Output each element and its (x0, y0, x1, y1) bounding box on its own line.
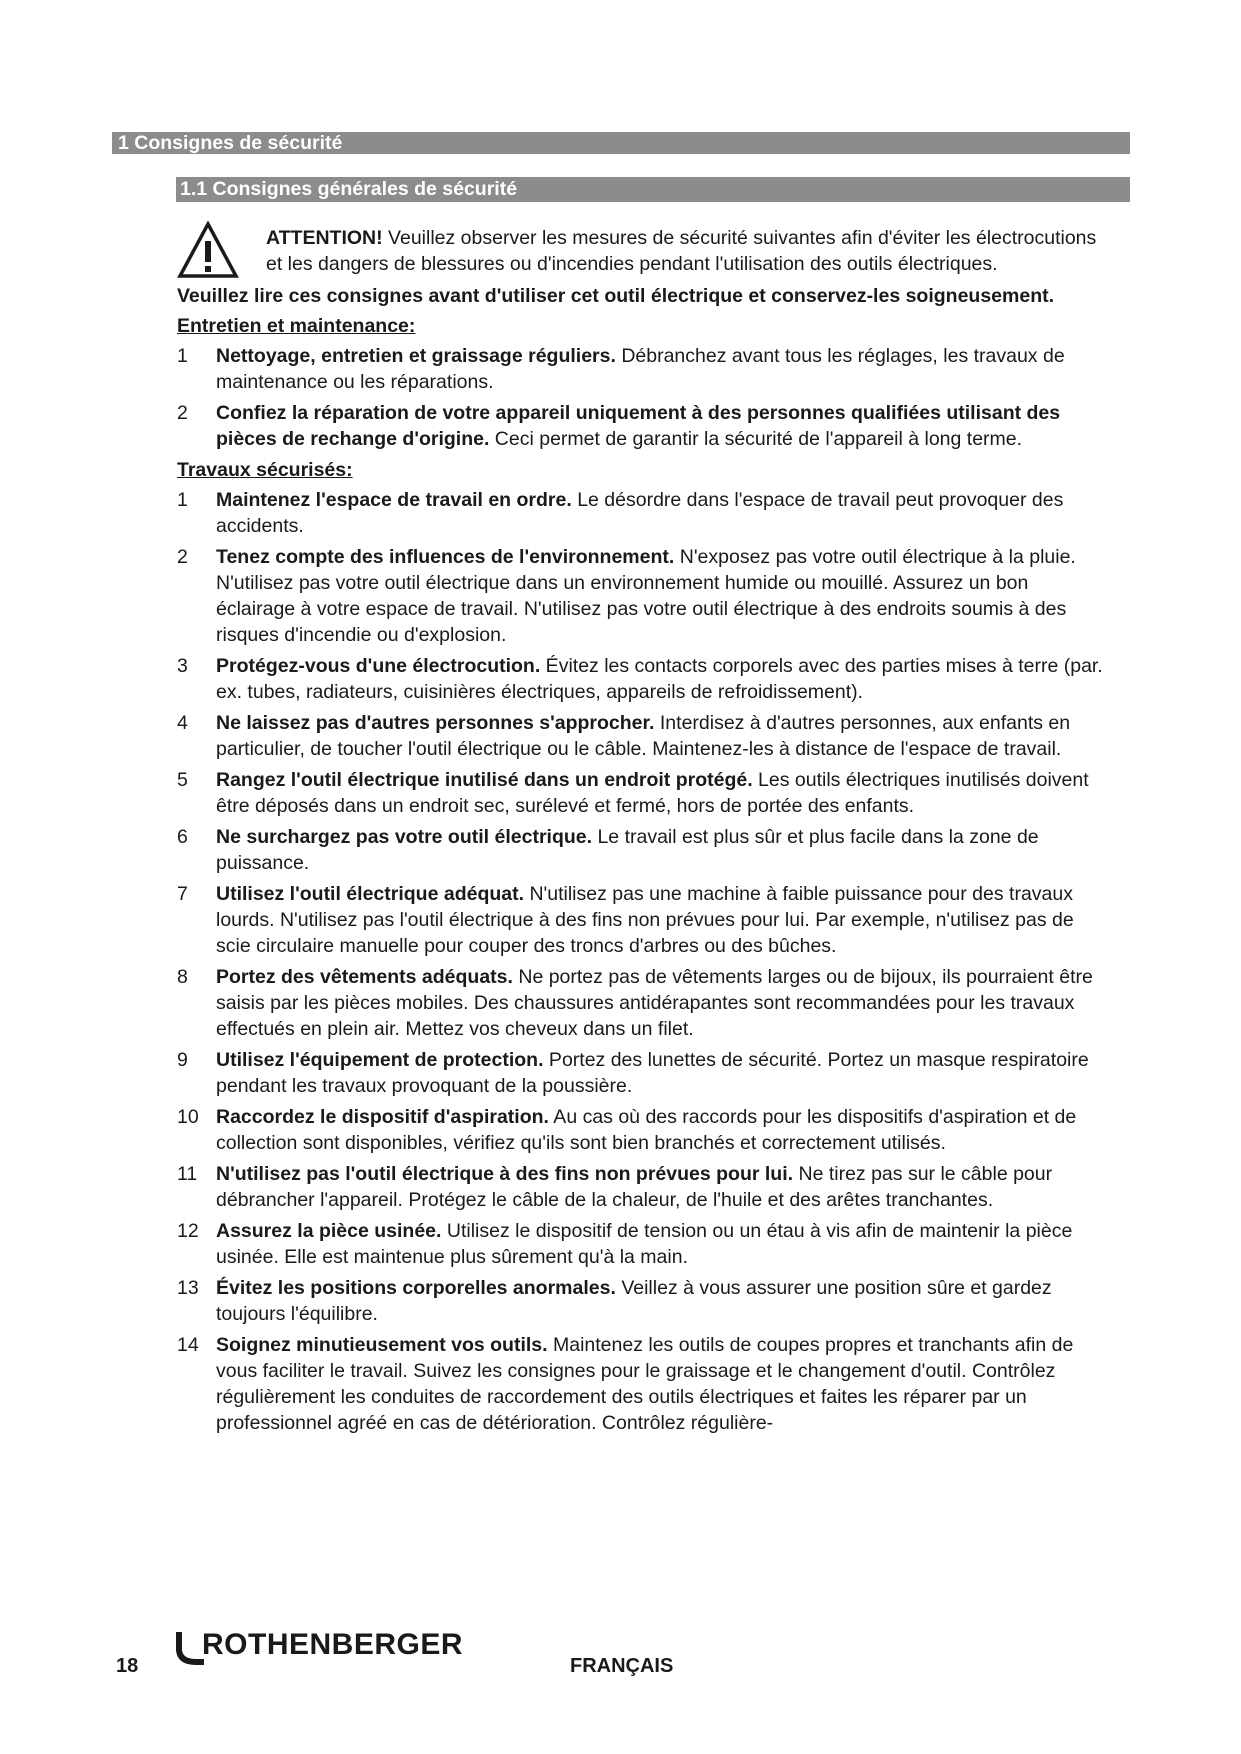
item-bold: Assurez la pièce usinée. (216, 1220, 442, 1242)
item-body: Ne portez pas de vêtements larges ou de bijoux, ils pourraient être saisis par les pièces mobiles. Des chaussures antidérapantes sont recommandées pour les travaux effectués en plein air. Mettez vos cheveux dans un filet. (216, 966, 1093, 1040)
list-item (177, 487, 1127, 539)
item-text (216, 400, 1127, 452)
item-body: Les outils électriques inutilisés doivent être déposés dans un endroit sec, surélevé et fermé, hors de portée des enfants. (216, 769, 1089, 817)
item-body: Débranchez avant tous les réglages, les travaux de maintenance ou les réparations. (216, 345, 1065, 393)
item-body: N'utilisez pas une machine à faible puissance pour des travaux lourds. N'utilisez pas l'outil électrique à des fins non prévues pour lui. Par exemple, n'utilisez pas de scie circulaire manuelle pour couper des troncs d'arbres ou des bûches. (216, 883, 1074, 957)
intro-paragraph: Veuillez lire ces consignes avant d'utiliser cet outil électrique et conservez-les soigneusement. (177, 285, 1055, 307)
item-bold: Portez des vêtements adéquats. (216, 966, 513, 988)
item-text (216, 544, 1127, 648)
item-bold: Évitez les positions corporelles anormales. (216, 1277, 616, 1299)
item-text (216, 1104, 1127, 1156)
item-bold: Utilisez l'outil électrique adéquat. (216, 883, 525, 905)
item-body: Au cas où des raccords pour les dispositifs d'aspiration et de collection sont disponibles, vérifiez qu'ils sont bien branchés et correctement utilisés. (216, 1106, 1077, 1154)
item-number: 13 (177, 1277, 199, 1299)
list-item (177, 400, 1127, 452)
item-bold: Nettoyage, entretien et graissage réguliers. (216, 345, 616, 367)
brand-name: ROTHENBERGER (202, 1628, 464, 1661)
list-item (177, 1275, 1127, 1327)
item-number: 8 (177, 966, 188, 988)
item-bold: Utilisez l'équipement de protection. (216, 1049, 544, 1071)
list-item (177, 881, 1127, 959)
list-item (177, 710, 1127, 762)
item-number: 1 (177, 345, 188, 367)
subsection-heading: 1.1 Consignes générales de sécurité (176, 177, 1130, 202)
item-bold: N'utilisez pas l'outil électrique à des fins non prévues pour lui. (216, 1163, 794, 1185)
brand-logo (174, 1628, 463, 1668)
list-item (177, 1332, 1127, 1436)
item-bold: Soignez minutieusement vos outils. (216, 1334, 548, 1356)
item-text (216, 964, 1127, 1042)
maintenance-heading: Entretien et maintenance: (177, 315, 416, 337)
item-body: Maintenez les outils de coupes propres et tranchants afin de vous faciliter le travail. Suivez les consignes pour le graissage et le changement d'outil. Contrôlez régulièrement les conduites de raccordement des outils électriques et faites les réparer par un professionnel agréé en cas de détérioration. Contrôlez régulière- (216, 1334, 1074, 1434)
item-body: Interdisez à d'autres personnes, aux enfants en particulier, de toucher l'outil électrique ou le câble. Maintenez-les à distance de l'espace de travail. (216, 712, 1071, 760)
item-text (216, 1218, 1127, 1270)
warning-triangle-icon (177, 221, 239, 279)
list-item (177, 343, 1127, 395)
list-item (177, 1104, 1127, 1156)
item-body: Ne tirez pas sur le câble pour débrancher l'appareil. Protégez le câble de la chaleur, de l'huile et des arêtes tranchantes. (216, 1163, 1053, 1211)
list-item (177, 767, 1127, 819)
warning-text (266, 225, 1127, 277)
safework-list (177, 487, 1127, 1436)
item-bold: Tenez compte des influences de l'environnement. (216, 546, 675, 568)
list-item (177, 824, 1127, 876)
page-number: 18 (116, 1655, 139, 1677)
warning-body: Veuillez observer les mesures de sécurité suivantes afin d'éviter les électrocutions et les dangers de blessures ou d'incendies pendant l'utilisation des outils électriques. (266, 227, 1097, 275)
item-text (216, 824, 1127, 876)
item-number: 1 (177, 489, 188, 511)
item-bold: Confiez la réparation de votre appareil uniquement à des personnes qualifiées utilisant des pièces de rechange d'origine. (216, 402, 1061, 450)
language-label: FRANÇAIS (570, 1655, 674, 1677)
item-body: Portez des lunettes de sécurité. Portez un masque respiratoire pendant les travaux provoquant de la poussière. (216, 1049, 1089, 1097)
item-body: N'exposez pas votre outil électrique à la pluie. N'utilisez pas votre outil électrique dans un environnement humide ou mouillé. Assurez un bon éclairage à votre espace de travail. N'utilisez pas votre outil électrique à des endroits soumis à des risques d'incendie ou d'explosion. (216, 546, 1076, 646)
list-item (177, 544, 1127, 648)
item-text (216, 767, 1127, 819)
item-number: 14 (177, 1334, 199, 1356)
item-body: Évitez les contacts corporels avec des parties mises à terre (par. ex. tubes, radiateurs, cuisinières électriques, appareils de refroidissement). (216, 655, 1103, 703)
list-item (177, 1161, 1127, 1213)
item-body: Le désordre dans l'espace de travail peut provoquer des accidents. (216, 489, 1064, 537)
item-bold: Protégez-vous d'une électrocution. (216, 655, 541, 677)
item-text (216, 881, 1127, 959)
warning-label: ATTENTION! (266, 227, 383, 249)
list-item (177, 964, 1127, 1042)
list-item (177, 1047, 1127, 1099)
item-number: 3 (177, 655, 188, 677)
item-text (216, 1161, 1127, 1213)
item-number: 4 (177, 712, 188, 734)
item-bold: Ne surchargez pas votre outil électrique. (216, 826, 593, 848)
item-number: 7 (177, 883, 188, 905)
item-number: 10 (177, 1106, 199, 1128)
list-item (177, 653, 1127, 705)
section-heading: 1 Consignes de sécurité (112, 132, 1130, 154)
item-text (216, 710, 1127, 762)
item-body: Ceci permet de garantir la sécurité de l'appareil à long terme. (489, 428, 1023, 450)
item-number: 2 (177, 402, 188, 424)
item-text (216, 653, 1127, 705)
item-text (216, 1275, 1127, 1327)
item-body: Le travail est plus sûr et plus facile dans la zone de puissance. (216, 826, 1039, 874)
item-text (216, 487, 1127, 539)
item-number: 9 (177, 1049, 188, 1071)
item-text (216, 343, 1127, 395)
maintenance-list (177, 343, 1127, 452)
item-body: Veillez à vous assurer une position sûre et gardez toujours l'équilibre. (216, 1277, 1052, 1325)
item-number: 5 (177, 769, 188, 791)
logo-swoosh-icon (174, 1628, 204, 1668)
item-text (216, 1047, 1127, 1099)
item-bold: Rangez l'outil électrique inutilisé dans un endroit protégé. (216, 769, 753, 791)
item-number: 2 (177, 546, 188, 568)
item-bold: Raccordez le dispositif d'aspiration. (216, 1106, 549, 1128)
item-bold: Ne laissez pas d'autres personnes s'approcher. (216, 712, 655, 734)
item-number: 12 (177, 1220, 199, 1242)
item-body: Utilisez le dispositif de tension ou un étau à vis afin de maintenir la pièce usinée. Elle est maintenue plus sûrement qu'à la main. (216, 1220, 1073, 1268)
page-content (177, 225, 1127, 1441)
item-bold: Maintenez l'espace de travail en ordre. (216, 489, 572, 511)
warning-block (177, 225, 1127, 279)
safework-heading: Travaux sécurisés: (177, 459, 353, 481)
list-item (177, 1218, 1127, 1270)
item-number: 6 (177, 826, 188, 848)
item-text (216, 1332, 1127, 1436)
item-number: 11 (177, 1163, 198, 1185)
